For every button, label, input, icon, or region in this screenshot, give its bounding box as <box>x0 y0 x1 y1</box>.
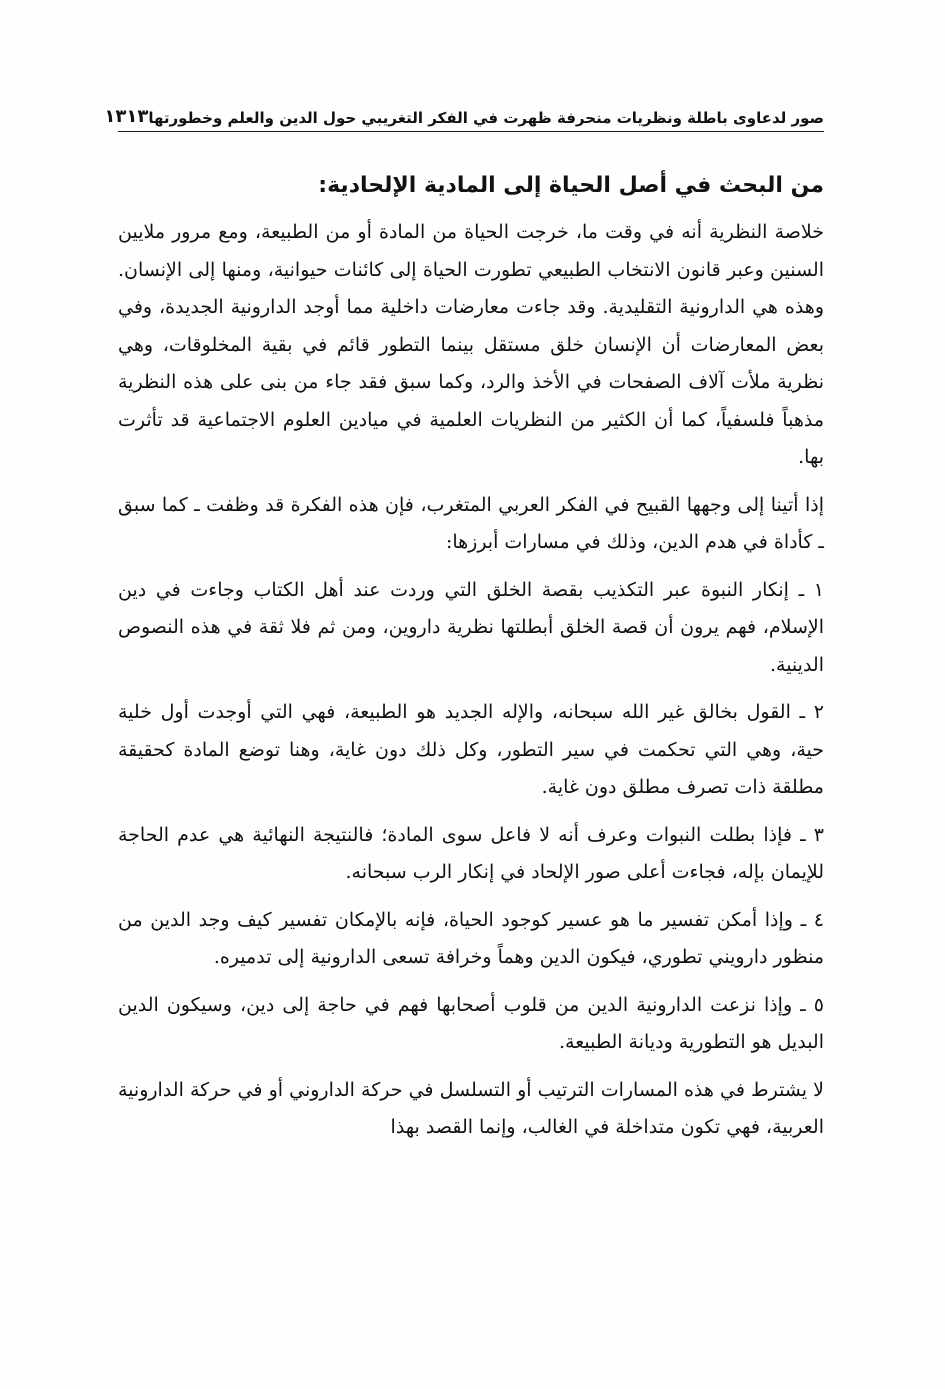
page-body <box>118 168 824 1157</box>
list-item-5: ٥ ـ وإذا نزعت الدارونية الدين من قلوب أصحابها فهم في حاجة إلى دين، وسيكون الدين البديل هو التطورية وديانة الطبيعة. <box>118 993 824 1053</box>
section-heading: من البحث في أصل الحياة إلى المادية الإلحادية: <box>318 173 824 198</box>
list-item-3: ٣ ـ فإذا بطلت النبوات وعرف أنه لا فاعل سوى المادة؛ فالنتيجة النهائية هي عدم الحاجة للإيمان بإله، فجاءت أعلى صور الإلحاد في إنكار الرب سبحانه. <box>118 823 824 883</box>
paragraph-summary: خلاصة النظرية أنه في وقت ما، خرجت الحياة من المادة أو من الطبيعة، ومع مرور ملايين السنين وعبر قانون الانتخاب الطبيعي تطورت الحياة إلى كائنات حيوانية، ومنها إلى الإنسان. وهذه هي الدارونية التقليدية. وقد جاءت معارضات داخلية مما أوجد الدارونية الجديدة، وفي بعض المعارضات أن الإنسان خلق مستقل بينما التطور قائم في بقية المخلوقات، وهي نظرية ملأت آلاف الصفحات في الأخذ والرد، وكما سبق فقد جاء من بنى على هذه النظرية مذهباً فلسفياً، كما أن الكثير من النظريات العلمية في ميادين العلوم الاجتماعية قد تأثرت بها. <box>118 221 824 468</box>
list-item-1: ١ ـ إنكار النبوة عبر التكذيب بقصة الخلق التي وردت عند أهل الكتاب وجاءت في دين الإسلام، فهم يرون أن قصة الخلق أبطلتها نظرية داروين، ومن ثم فلا ثقة في هذه النصوص الدينية. <box>118 578 824 676</box>
running-header <box>104 92 824 132</box>
page-number: ١٣١٣ <box>104 106 149 127</box>
list-item-4: ٤ ـ وإذا أمكن تفسير ما هو عسير كوجود الحياة، فإنه بالإمكان تفسير كيف وجد الدين من منظور دارويني تطوري، فيكون الدين وهماً وخرافة تسعى الدارونية إلى تدميره. <box>118 908 824 968</box>
list-item-2: ٢ ـ القول بخالق غير الله سبحانه، والإله الجديد هو الطبيعة، فهي التي أوجدت أول خلية حية، وهي التي تحكمت في سير التطور، وكل ذلك دون غاية، وهنا توضع المادة كحقيقة مطلقة ذات تصرف مطلق دون غاية. <box>118 701 824 798</box>
running-title: صور لدعاوى باطلة ونظريات منحرفة ظهرت في الفكر التغريبي حول الدين والعلم وخطورتها <box>148 109 824 127</box>
paragraph-closing: لا يشترط في هذه المسارات الترتيب أو التسلسل في حركة الداروني أو في حركة الدارونية العربية، فهي تكون متداخلة في الغالب، وإنما القصد بهذا <box>118 1078 824 1138</box>
paragraph-arab-thought: إذا أتينا إلى وجهها القبيح في الفكر العربي المتغرب، فإن هذه الفكرة قد وظفت ـ كما سبق ـ كأداة في هدم الدين، وذلك في مسارات أبرزها: <box>118 493 824 553</box>
